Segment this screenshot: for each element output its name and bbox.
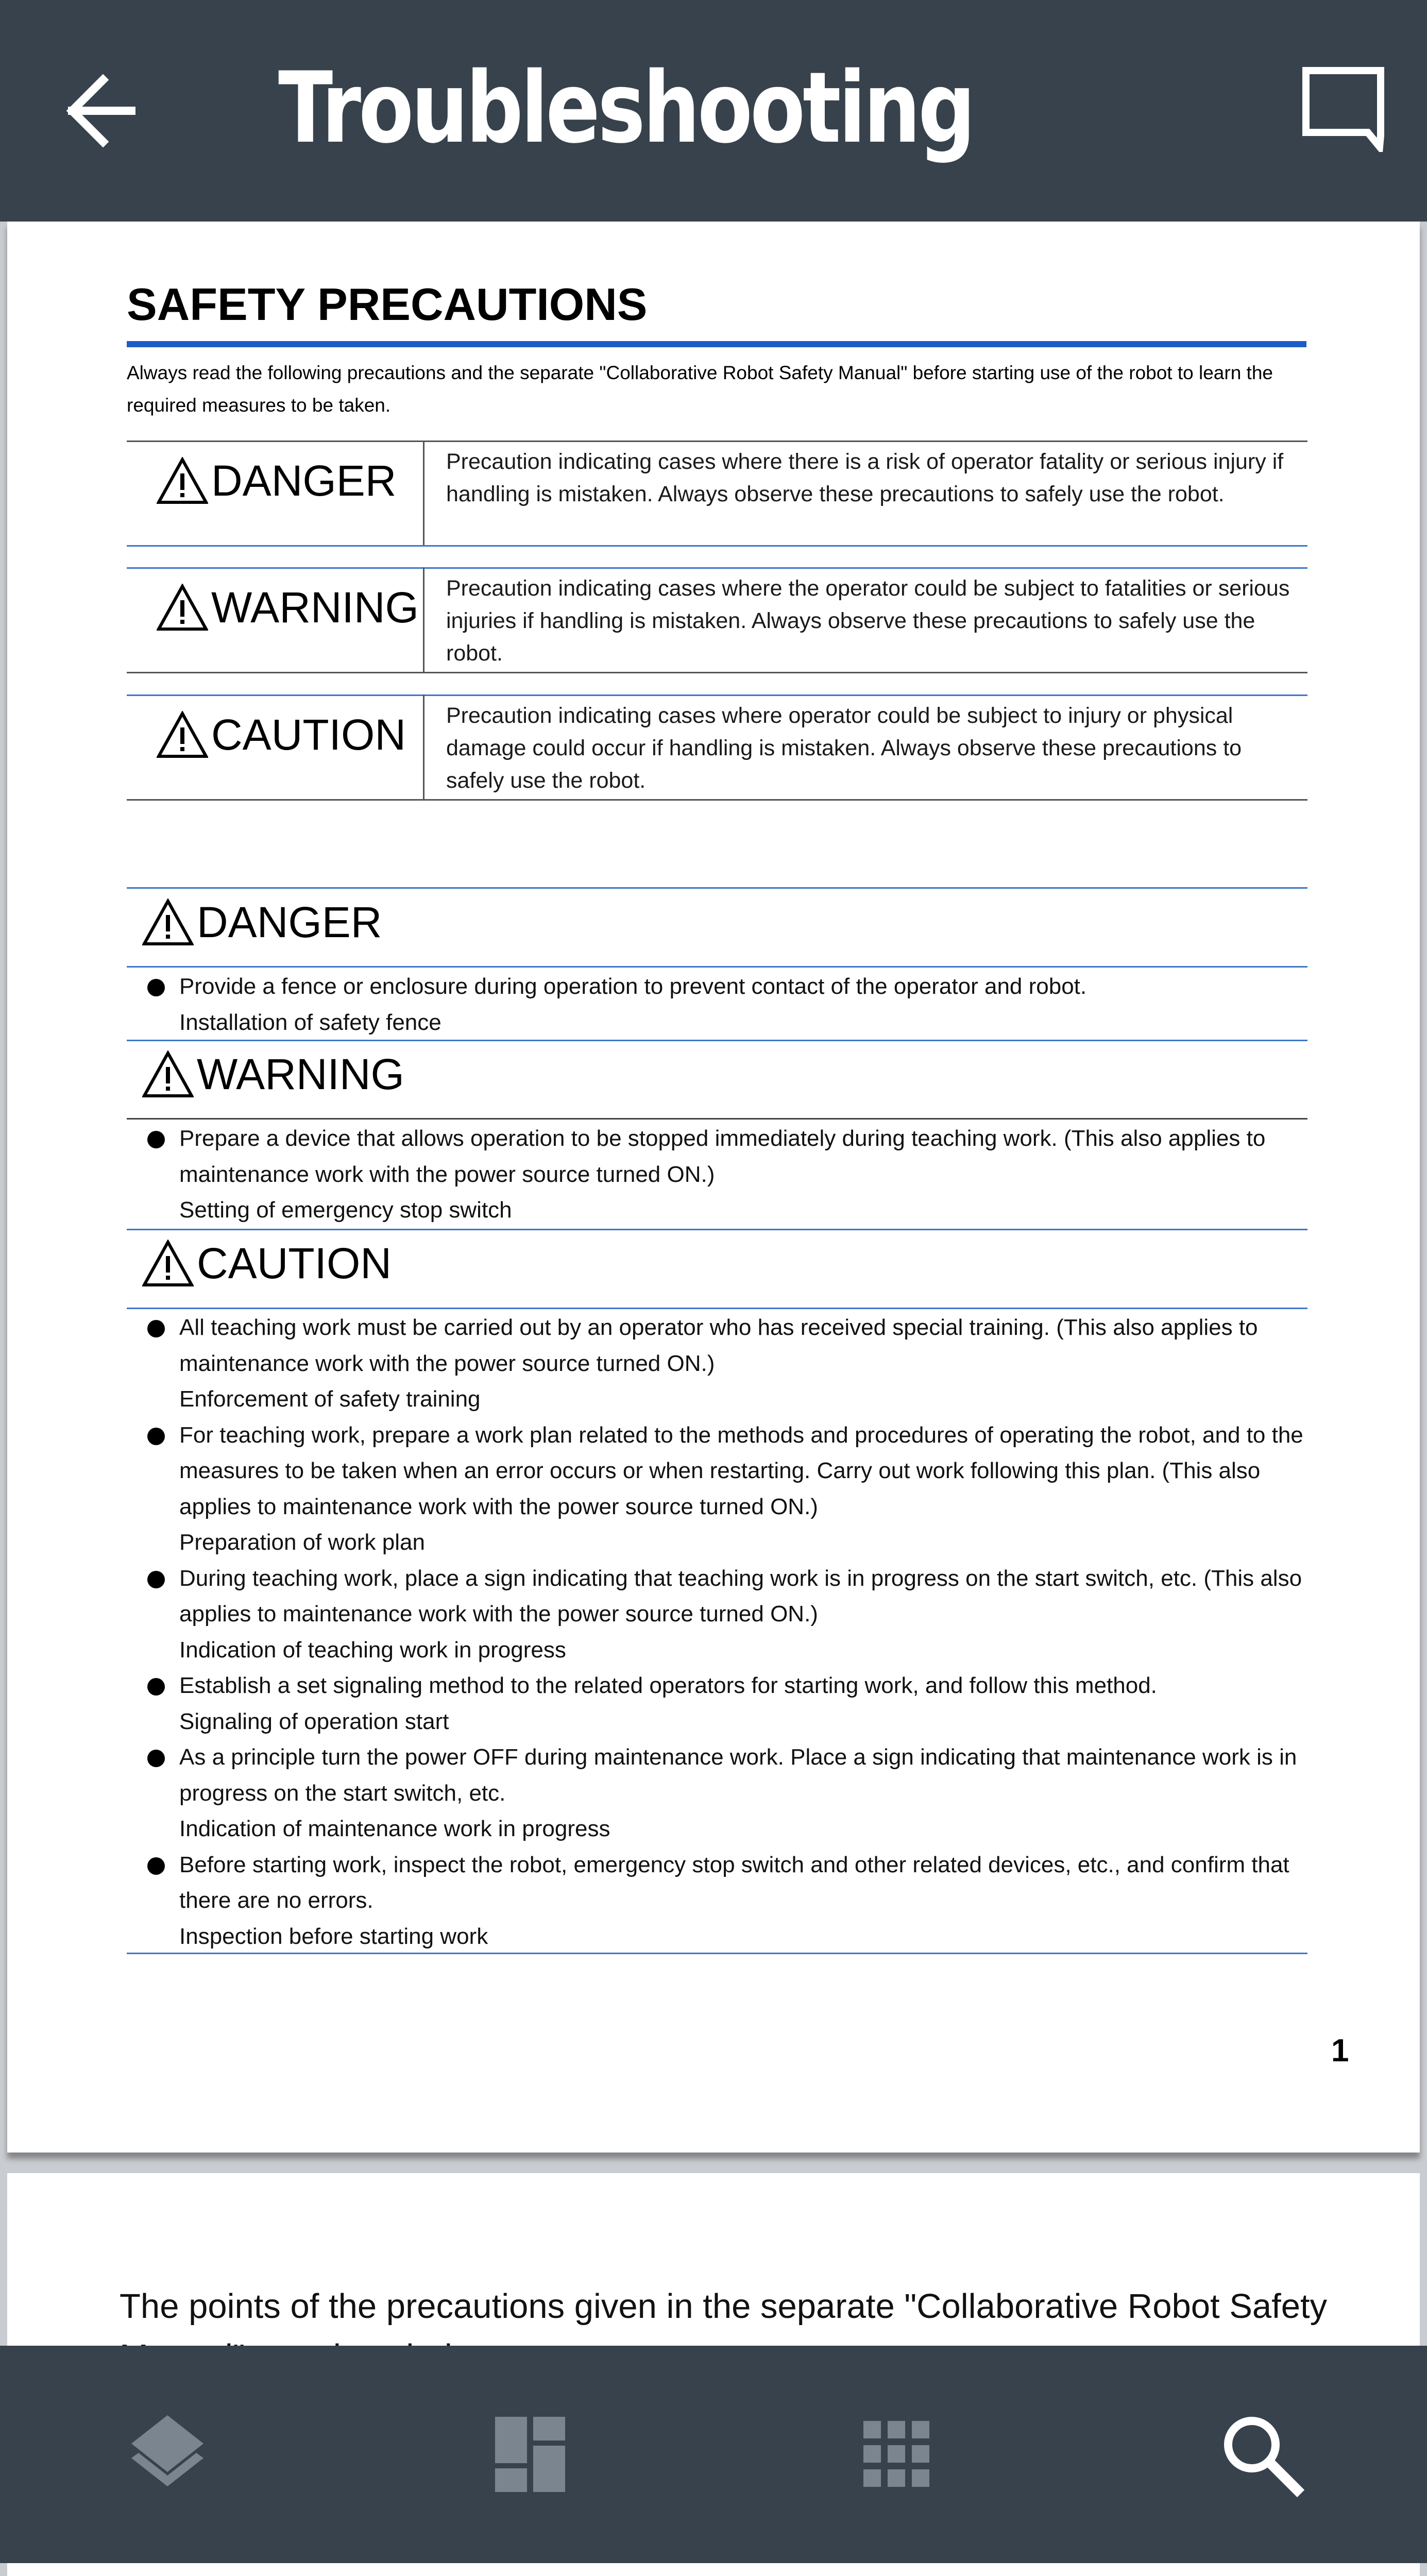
danger-section-heading bbox=[142, 896, 382, 948]
document-title: SAFETY PRECAUTIONS bbox=[127, 279, 648, 330]
title-rule bbox=[127, 341, 1306, 347]
danger-list bbox=[142, 969, 1306, 1040]
section-rule bbox=[127, 1953, 1307, 1954]
item-subtitle: Enforcement of safety training bbox=[179, 1386, 481, 1412]
caution-section-heading bbox=[142, 1238, 392, 1289]
legend-row-caution bbox=[127, 694, 1307, 803]
item-subtitle: Setting of emergency stop switch bbox=[179, 1197, 512, 1223]
list-item bbox=[142, 1847, 1306, 1955]
dashboard-button[interactable] bbox=[486, 2408, 579, 2500]
bottom-toolbar bbox=[0, 2346, 1427, 2563]
list-item bbox=[142, 1561, 1306, 1668]
dashboard-icon bbox=[486, 2408, 579, 2500]
warning-list bbox=[142, 1121, 1306, 1228]
item-subtitle: Installation of safety fence bbox=[179, 1009, 441, 1035]
section-heading-text: CAUTION bbox=[197, 1239, 392, 1287]
section-rule bbox=[127, 1229, 1307, 1230]
comment-icon bbox=[1298, 64, 1388, 152]
intro-text: Always read the following precautions and the separate "Collaborative Robot Safety Manual" before starting use of the robot to learn the required measures to be taken. bbox=[127, 362, 1273, 416]
comment-button[interactable] bbox=[1298, 64, 1388, 152]
legend-label-text: DANGER bbox=[211, 456, 397, 505]
layers-icon bbox=[121, 2408, 214, 2500]
list-item bbox=[142, 969, 1306, 1040]
list-item bbox=[142, 1121, 1306, 1228]
list-item bbox=[142, 1668, 1306, 1739]
warning-triangle-icon bbox=[157, 584, 208, 631]
item-subtitle: Inspection before starting work bbox=[179, 1923, 488, 1949]
app-title: Troubleshooting bbox=[278, 51, 973, 165]
item-text: For teaching work, prepare a work plan related to the methods and procedures of operating the robot, and to the measures to be taken when an error occurs or when restarting. Carry out work following this plan. (This also applies to maintenance work with the power source turned ON.) bbox=[179, 1422, 1303, 1519]
section-rule bbox=[127, 1040, 1307, 1041]
section-rule bbox=[127, 1308, 1307, 1309]
warning-section-heading bbox=[142, 1048, 404, 1100]
section-rule bbox=[127, 966, 1307, 968]
warning-triangle-icon bbox=[142, 1240, 194, 1287]
back-button[interactable] bbox=[62, 64, 139, 157]
item-subtitle: Signaling of operation start bbox=[179, 1708, 449, 1734]
section-heading-text: DANGER bbox=[197, 898, 382, 946]
legend-row-danger bbox=[127, 440, 1307, 549]
legend-description: Precaution indicating cases where operator could be subject to injury or physical damage could occur if handling is mistaken. Always observe these precautions to safely use the robot. bbox=[446, 703, 1242, 793]
list-item bbox=[142, 1739, 1306, 1847]
legend-label-text: WARNING bbox=[211, 583, 419, 632]
item-text: Provide a fence or enclosure during operation to prevent contact of the operator and robot. bbox=[179, 974, 1087, 999]
page-number: 1 bbox=[1331, 2033, 1349, 2069]
legend-description: Precaution indicating cases where there is a risk of operator fatality or serious injury if handling is mistaken. Always observe these precautions to safely use the robot. bbox=[446, 449, 1284, 506]
warning-triangle-icon bbox=[142, 899, 194, 946]
warning-triangle-icon bbox=[157, 711, 208, 758]
item-subtitle: Indication of maintenance work in progress bbox=[179, 1816, 610, 1841]
legend-label-caution bbox=[157, 709, 406, 760]
warning-triangle-icon bbox=[142, 1050, 194, 1098]
grid-icon bbox=[850, 2408, 943, 2500]
search-icon bbox=[1215, 2408, 1307, 2500]
legend-label-warning bbox=[157, 582, 419, 633]
item-text: Before starting work, inspect the robot, emergency stop switch and other related devices, etc., and confirm that there are no errors. bbox=[179, 1852, 1289, 1913]
app-bar bbox=[0, 0, 1427, 222]
list-item bbox=[142, 1310, 1306, 1417]
item-subtitle: Indication of teaching work in progress bbox=[179, 1637, 566, 1663]
section-rule bbox=[127, 887, 1307, 889]
warning-triangle-icon bbox=[157, 457, 208, 504]
item-text: During teaching work, place a sign indicating that teaching work is in progress on the start switch, etc. (This also applies to maintenance work with the power source turned ON.) bbox=[179, 1565, 1302, 1626]
page2-text: The points of the precautions given in the separate "Collaborative Robot Safety bbox=[120, 2287, 1328, 2326]
legend-label-danger bbox=[157, 455, 396, 506]
item-text: All teaching work must be carried out by an operator who has received special training. (This also applies to maintenance work with the power source turned ON.) bbox=[179, 1315, 1258, 1376]
thumbnail-grid-button[interactable] bbox=[850, 2408, 943, 2500]
section-heading-text: WARNING bbox=[197, 1050, 404, 1098]
section-rule bbox=[127, 1118, 1307, 1120]
arrow-left-icon bbox=[62, 64, 139, 157]
document-page-1[interactable] bbox=[7, 222, 1420, 2153]
layers-button[interactable] bbox=[121, 2408, 214, 2500]
search-button[interactable] bbox=[1215, 2408, 1307, 2500]
caution-list bbox=[142, 1310, 1306, 1954]
legend-row-warning bbox=[127, 567, 1307, 675]
item-text: As a principle turn the power OFF during maintenance work. Place a sign indicating that maintenance work is in progress on the start switch, etc. bbox=[179, 1744, 1297, 1806]
list-item bbox=[142, 1417, 1306, 1561]
item-text: Prepare a device that allows operation to be stopped immediately during teaching work. (This also applies to maintenance work with the power source turned ON.) bbox=[179, 1126, 1266, 1187]
item-text: Establish a set signaling method to the related operators for starting work, and follow this method. bbox=[179, 1673, 1157, 1698]
legend-label-text: CAUTION bbox=[211, 710, 406, 759]
legend-description: Precaution indicating cases where the operator could be subject to fatalities or serious injuries if handling is mistaken. Always observe these precautions to safely use the robot. bbox=[446, 576, 1290, 666]
item-subtitle: Preparation of work plan bbox=[179, 1530, 425, 1555]
